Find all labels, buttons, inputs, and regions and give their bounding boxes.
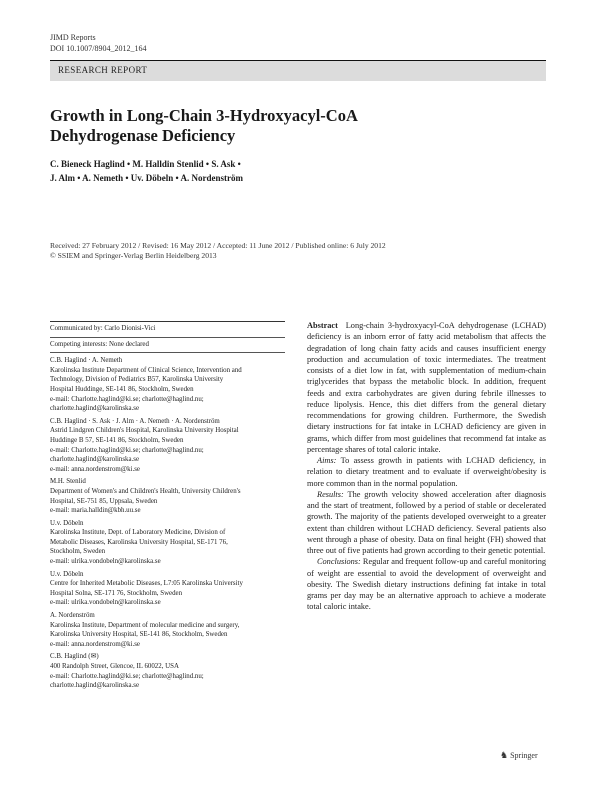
affiliation-authors: U.v. Döbeln [50,519,84,527]
affiliation-line: Huddinge B 57, SE-141 86, Stockholm, Sweden [50,436,184,444]
affiliation-line: Astrid Lindgren Children's Hospital, Karolinska University Hospital [50,427,239,435]
affiliation-list [50,356,285,691]
affiliation-line: Centre for Inherited Metabolic Diseases, L7:05 Karolinska University [50,580,243,588]
affiliation-line: Karolinska University Hospital, SE-141 86, Stockholm, Sweden [50,631,228,639]
competing-interests: Competing interests: None declared [50,338,285,354]
results-paragraph [307,489,546,557]
communicated-by: Communicated by: Carlo Dionisi-Vici [50,322,285,338]
affiliation-line: e-mail: Charlotte.haglind@ki.se; charlotte@haglind.nu; [50,395,204,403]
affiliation-line: e-mail: ulrika.vondobeln@karolinska.se [50,599,161,607]
paper-title [50,106,470,146]
affiliation-authors: A. Nordenström [50,612,95,620]
affiliation-line: 400 Randolph Street, Glencoe, IL 60022, USA [50,663,179,670]
doi: DOI 10.1007/8904_2012_164 [50,44,147,53]
affiliation-authors: C.B. Haglind · S. Ask · J. Alm · A. Nemeth · A. Nordenström [50,417,220,425]
affiliation-line: Department of Women's and Children's Health, University Children's [50,487,241,495]
publication-history [50,241,550,261]
affiliation-authors: U.v. Döbeln [50,570,84,578]
article-type-label: RESEARCH REPORT [58,65,148,75]
affiliation-line: e-mail: maria.halldin@kbh.uu.se [50,507,141,515]
affiliation-block [50,611,285,649]
affiliation-line: e-mail: Charlotte.haglind@ki.se; charlotte@haglind.nu; [50,446,204,454]
authors-line-2: J. Alm • A. Nemeth • Uv. Döbeln • A. Nordenström [50,173,243,183]
affiliation-authors: M.H. Stenlid [50,478,86,486]
abstract-paragraph [307,320,546,455]
affiliation-line: charlotte.haglind@karolinska.se [50,405,140,413]
article-type-banner [50,60,546,81]
results-label: Results: [317,489,344,499]
affiliation-block [50,417,285,475]
affiliation-line: e-mail: anna.nordenstrom@ki.se [50,465,140,473]
journal-name: JIMD Reports [50,33,96,42]
conclusions-label: Conclusions: [317,557,361,567]
title-line-2: Dehydrogenase Deficiency [50,126,236,145]
affiliation-line: Karolinska Institute, Department of molecular medicine and surgery, [50,621,240,629]
affiliation-line: e-mail: Charlotte.haglind@ki.se; charlotte@haglind.nu; [50,672,204,680]
copyright-line: © SSIEM and Springer-Verlag Berlin Heidelberg 2013 [50,251,217,260]
aims-paragraph [307,455,546,489]
springer-horse-icon: ♞ [500,750,509,760]
affiliation-line: e-mail: anna.nordenstrom@ki.se [50,640,140,648]
affiliation-line: charlotte.haglind@karolinska.se [50,682,140,690]
affiliation-authors: C.B. Haglind · A. Nemeth [50,357,123,365]
affiliation-block [50,477,285,515]
affiliation-line: charlotte.haglind@karolinska.se [50,456,140,464]
abstract-label: Abstract [307,321,338,330]
publisher-name: Springer [510,751,538,760]
affiliation-line: Stockholm, Sweden [50,548,106,556]
author-list [50,157,480,185]
affiliation-line: Karolinska Institute Department of Clinical Science, Intervention and [50,366,242,374]
affiliation-line: Hospital Solna, SE-171 76, Stockholm, Sweden [50,589,183,597]
affiliation-authors: C.B. Haglind (✉) [50,653,99,661]
affiliation-block [50,570,285,608]
affiliations-column [50,321,285,691]
affiliation-line: Technology, Division of Pediatrics B57, Karolinska University [50,376,224,384]
affiliation-line: Hospital, SE-751 85, Uppsala, Sweden [50,497,158,505]
authors-line-1: C. Bieneck Haglind • M. Halldin Stenlid • S. Ask • [50,159,241,169]
affiliation-block [50,356,285,414]
publisher-logo [500,750,538,761]
affiliation-line: e-mail: ulrika.vondobeln@karolinska.se [50,558,161,566]
dates-line: Received: 27 February 2012 / Revised: 16 May 2012 / Accepted: 11 June 2012 / Published online: 6 July 2012 [50,241,386,250]
conclusions-paragraph [307,556,546,612]
affiliation-line: Hospital Huddinge, SE-141 86, Stockholm, Sweden [50,385,194,393]
results-text: The growth velocity showed acceleration after diagnosis and the start of treatment, followed by a period of stable or decelerated growth. The majority of the patients developed overweight to a greater extent than children without LCHAD deficiency. Several patients also went through a phase of obesity. Data on final height (FH) showed that three out of five patients had grown according to their genetic potential. [307,489,546,555]
title-line-1: Growth in Long-Chain 3-Hydroxyacyl-CoA [50,106,358,125]
affiliation-line: Metabolic Diseases, Karolinska University Hospital, SE-171 76, [50,538,228,546]
abstract-text: Long-chain 3-hydroxyacyl-CoA dehydrogenase (LCHAD) deficiency is an inborn error of fatty acid metabolism that affects the degradation of long chain fatty acids and causes insufficient energy production and accumulation of toxic intermediates. The treatment consists of a diet low in fat, with supplementation of medium-chain triglycerides that bypass the metabolic block. In addition, frequent feeds and extra carbohydrates are given during febrile illnesses to reduce lipolysis. Hence, this diet differs from the general dietary recommendations for growing children. Furthermore, the Swedish dietary instructions for fat intake in LCHAD deficiency are given in grams, which differ from most guidelines that recommend fat intake as percentage shares of total caloric intake. [307,321,546,454]
aims-label: Aims: [317,456,337,465]
affiliation-block [50,519,285,567]
affiliation-line: Karolinska Institute, Dept. of Laboratory Medicine, Division of [50,529,226,537]
abstract-column [307,320,546,613]
affiliation-block [50,652,285,690]
conclusions-text: Regular and frequent follow-up and careful monitoring of weight are essential to avoid the development of overweight and obesity. The Swedish dietary instructions defining fat intake in total grams per day may be an alternative approach to achieve a moderate total caloric intake. [307,557,546,612]
journal-header [50,32,146,54]
aims-text: To assess growth in patients with LCHAD deficiency, in relation to dietary treatment and to evaluate if overweight/obesity is more common than in the normal population. [307,456,546,488]
